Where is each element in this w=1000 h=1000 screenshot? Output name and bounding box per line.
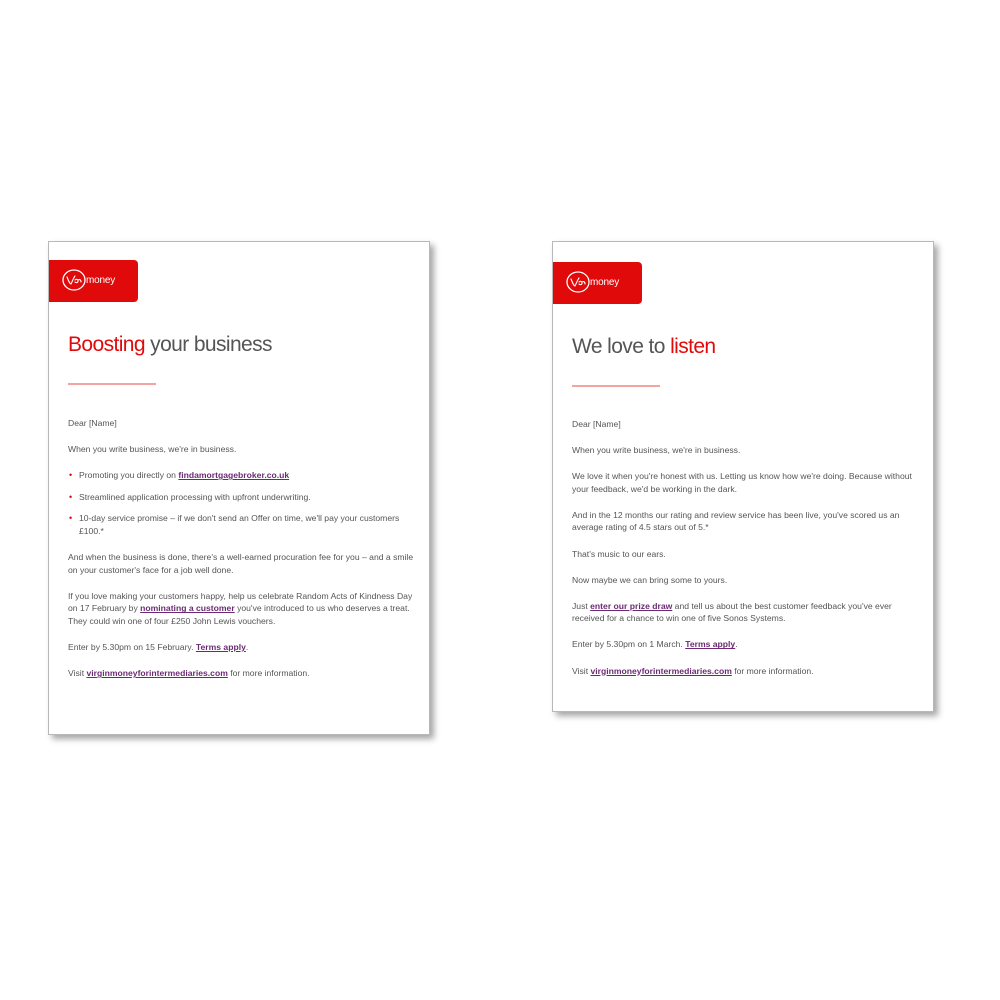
bullet-dot-icon: • <box>69 470 73 481</box>
headline <box>68 332 272 358</box>
enter-prize-draw-link[interactable]: enter our prize draw <box>590 600 673 611</box>
headline <box>572 334 716 360</box>
visit-paragraph: Visit virginmoneyforintermediaries.com for more information. <box>572 665 814 676</box>
headline-highlight: listen <box>670 335 716 358</box>
kindness-day-paragraph: If you love making your customers happy, help us celebrate Random Acts of Kindness Day on 17 February by nominating a customer you've introduced to us who deserves a treat. They could win one of four £250 John Lewis vouchers. <box>68 590 413 626</box>
intro-paragraph: When you write business, we're in business. <box>68 444 237 455</box>
email-we-love-to-listen <box>552 241 934 712</box>
headline-divider <box>68 383 156 385</box>
bullet-dot-icon: • <box>69 513 73 524</box>
honest-feedback-paragraph: We love it when you're honest with us. Letting us know how we're doing. Because without your feedback, we'd be working in the dark. <box>572 471 912 494</box>
greeting: Dear [Name] <box>572 419 621 429</box>
email-boosting-your-business <box>48 241 430 735</box>
virgin-script-logo-icon <box>61 268 87 292</box>
benefits-list <box>68 469 414 537</box>
rating-paragraph: And in the 12 months our rating and review service has been live, you've scored us an average rating of 4.5 stars out of 5.* <box>572 509 900 533</box>
list-item: • 10-day service promise – if we don't send an Offer on time, we'll pay your customers £100.* <box>69 513 400 536</box>
headline-divider <box>572 385 660 387</box>
headline-highlight: Boosting <box>68 333 145 356</box>
bring-some-paragraph: Now maybe we can bring some to yours. <box>572 574 728 585</box>
music-paragraph: That's music to our ears. <box>572 548 666 559</box>
terms-apply-link[interactable]: Terms apply <box>685 639 736 650</box>
headline-rest: your business <box>144 333 272 356</box>
logo-wordmark: money <box>86 275 116 286</box>
visit-paragraph: Visit virginmoneyforintermediaries.com for more information. <box>68 668 310 679</box>
logo-wordmark: money <box>590 277 620 288</box>
virginmoneyforintermediaries-link[interactable]: virginmoneyforintermediaries.com <box>86 668 228 679</box>
enter-by-paragraph: Enter by 5.30pm on 1 March. Terms apply. <box>572 639 738 650</box>
terms-apply-link[interactable]: Terms apply <box>195 642 246 653</box>
enter-by-paragraph: Enter by 5.30pm on 15 February. Terms apply. <box>68 642 249 653</box>
list-item: • Promoting you directly on findamortgagebroker.co.uk <box>69 470 290 481</box>
nominating-a-customer-link[interactable]: nominating a customer <box>140 603 235 614</box>
procuration-fee-paragraph: And when the business is done, there's a well-earned procuration fee for you – and a smile on your customer's face for a job well done. <box>68 552 414 575</box>
virginmoneyforintermediaries-link[interactable]: virginmoneyforintermediaries.com <box>590 665 732 676</box>
virgin-script-logo-icon <box>565 270 591 294</box>
virgin-money-logo <box>553 262 642 304</box>
list-item: • Streamlined application processing with upfront underwriting. <box>69 491 311 502</box>
intro-paragraph: When you write business, we're in business. <box>572 445 741 456</box>
virgin-money-logo <box>49 260 138 302</box>
bullet-dot-icon: • <box>69 491 73 502</box>
greeting: Dear [Name] <box>68 418 117 428</box>
email-body <box>572 418 918 691</box>
email-body <box>68 417 414 693</box>
findamortgagebroker-link[interactable]: findamortgagebroker.co.uk <box>178 470 290 481</box>
headline-rest: We love to <box>572 335 671 358</box>
prize-draw-paragraph: Just enter our prize draw and tell us about the best customer feedback you've ever received for a chance to win one of five Sonos Systems. <box>572 600 892 624</box>
